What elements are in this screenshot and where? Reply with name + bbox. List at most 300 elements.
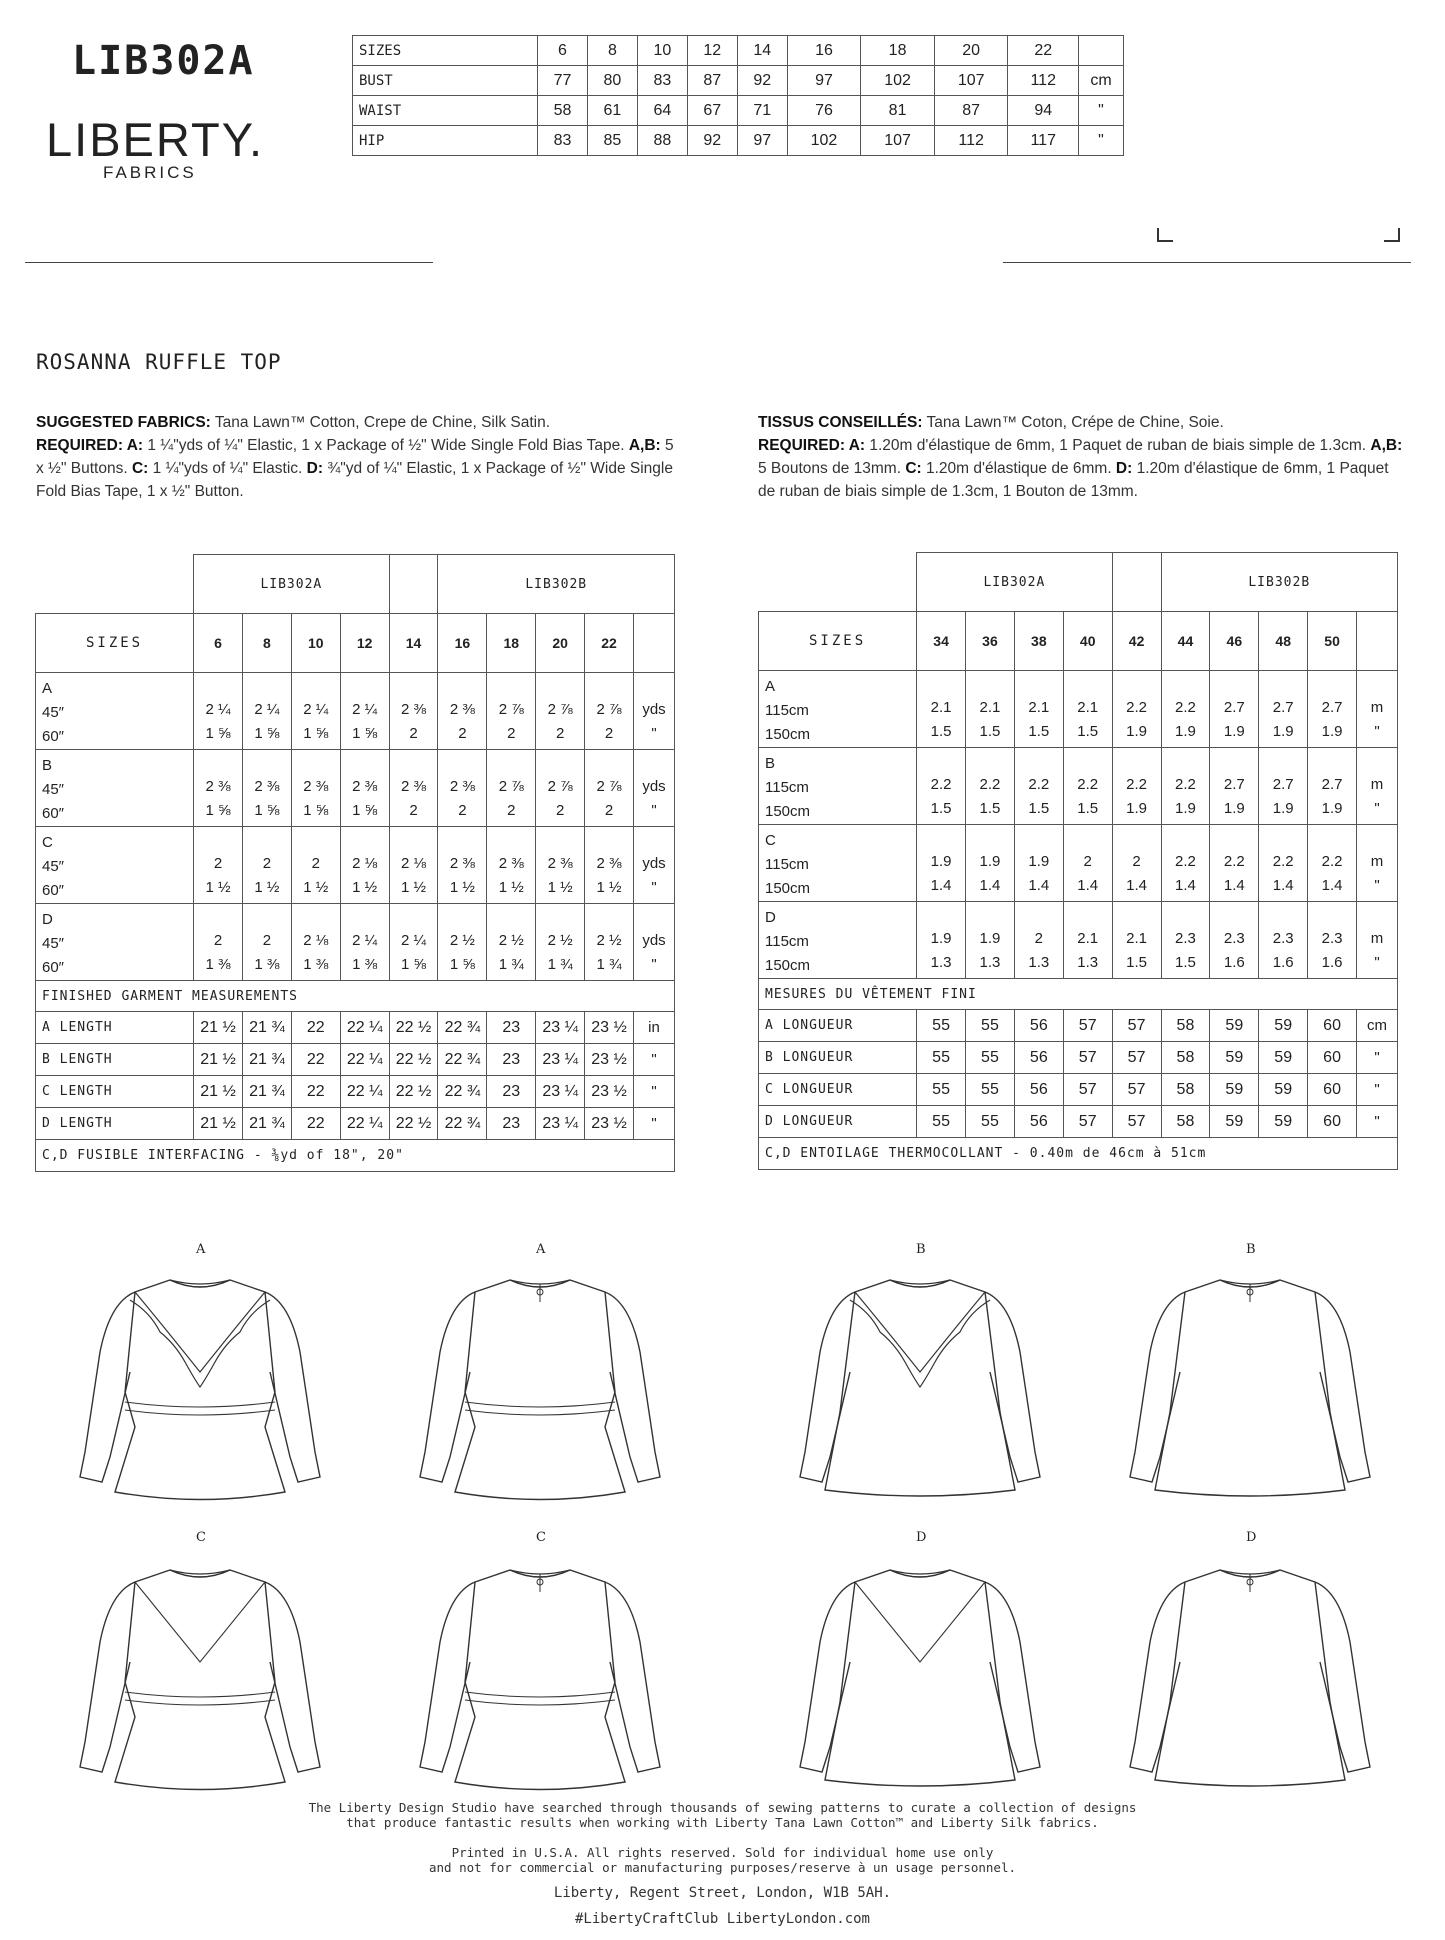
table-row bbox=[759, 1042, 1398, 1074]
yardage-value: 1.9 bbox=[930, 853, 952, 870]
unit-cell: " bbox=[1357, 1042, 1398, 1074]
yardage-value: 1 ½ bbox=[498, 879, 524, 896]
yardage-cell bbox=[536, 827, 585, 904]
pattern-code: LIB302A bbox=[72, 38, 255, 84]
yardage-cell bbox=[438, 673, 487, 750]
yardage-value: 1 ¾ bbox=[498, 956, 524, 973]
yardage-value: 1.3 bbox=[1028, 954, 1050, 971]
yardage-cell bbox=[1308, 748, 1357, 825]
measurement-cell: 57 bbox=[1112, 1042, 1161, 1074]
measurement-cell: 22 ¼ bbox=[340, 1108, 389, 1140]
measurement-cell: 57 bbox=[1063, 1106, 1112, 1138]
measurement-cell: 22 ¾ bbox=[438, 1108, 487, 1140]
unit-value: m bbox=[1370, 853, 1384, 870]
table-cell: 6 bbox=[538, 36, 588, 66]
table-cell: 83 bbox=[637, 66, 687, 96]
size-header: 42 bbox=[1112, 612, 1161, 671]
yardage-value: 2.2 bbox=[1077, 776, 1099, 793]
yardage-cell bbox=[917, 825, 966, 902]
table-cell: 97 bbox=[737, 126, 787, 156]
garment-sketch-b-front bbox=[780, 1262, 1060, 1512]
table-cell: 12 bbox=[687, 36, 737, 66]
yardage-value: 2 bbox=[458, 725, 467, 742]
unit-value: " bbox=[1374, 723, 1380, 740]
view-block bbox=[759, 902, 1398, 979]
measurement-cell: 55 bbox=[966, 1074, 1015, 1106]
yardage-cell bbox=[917, 902, 966, 979]
yardage-value: 1.9 bbox=[979, 853, 1001, 870]
yardage-value: 2.3 bbox=[1175, 930, 1196, 947]
yardage-cell bbox=[1259, 825, 1308, 902]
yardage-cell bbox=[438, 827, 487, 904]
measurement-cell: 22 ¼ bbox=[340, 1012, 389, 1044]
sketch-label: B bbox=[916, 1242, 926, 1257]
measurement-cell: 57 bbox=[1112, 1106, 1161, 1138]
measurement-cell: 59 bbox=[1259, 1010, 1308, 1042]
group-spacer bbox=[1112, 553, 1161, 612]
size-header: 36 bbox=[966, 612, 1015, 671]
yardage-value: 1.4 bbox=[1077, 877, 1099, 894]
view-label bbox=[36, 750, 194, 827]
yardage-value: 1.5 bbox=[979, 723, 1001, 740]
yardage-value: 2 ¼ bbox=[205, 701, 231, 718]
size-header: 46 bbox=[1210, 612, 1259, 671]
measurement-cell: 59 bbox=[1210, 1042, 1259, 1074]
measurement-cell: 57 bbox=[1063, 1010, 1112, 1042]
yardage-value: 2.3 bbox=[1272, 930, 1294, 947]
group-label: LIB302B bbox=[1161, 553, 1397, 612]
yardage-cell bbox=[1063, 748, 1112, 825]
yardage-value: 2 ¼ bbox=[254, 701, 280, 718]
yardage-cell bbox=[291, 673, 340, 750]
yardage-value: 2 bbox=[1132, 853, 1141, 870]
fabric-width: 150cm bbox=[765, 880, 811, 897]
measurement-cell: 60 bbox=[1308, 1106, 1357, 1138]
yardage-value: 1 ½ bbox=[303, 879, 329, 896]
unit-cell bbox=[1357, 748, 1398, 825]
yardage-cell bbox=[438, 750, 487, 827]
yardage-cell bbox=[1063, 825, 1112, 902]
yardage-cell bbox=[536, 673, 585, 750]
yardage-cell bbox=[917, 671, 966, 748]
measurement-cell: 58 bbox=[1161, 1074, 1210, 1106]
table-row bbox=[353, 126, 1124, 156]
yardage-value: 1.6 bbox=[1321, 954, 1343, 971]
yardage-value: 1.4 bbox=[1175, 877, 1196, 894]
garment-sketch-d-front bbox=[780, 1552, 1060, 1802]
yardage-value: 1 ½ bbox=[254, 879, 280, 896]
measurement-cell: 56 bbox=[1014, 1074, 1063, 1106]
yardage-value: 1 ⅝ bbox=[254, 802, 280, 819]
unit-cell: " bbox=[633, 1108, 674, 1140]
yardage-cell bbox=[1112, 748, 1161, 825]
table-cell: 87 bbox=[687, 66, 737, 96]
measurement-cell: 22 bbox=[291, 1012, 340, 1044]
unit-value: " bbox=[1374, 800, 1380, 817]
view-block bbox=[36, 827, 675, 904]
table-cell: 10 bbox=[637, 36, 687, 66]
yardage-value: 2 ⅜ bbox=[205, 778, 231, 795]
unit-cell bbox=[633, 904, 674, 981]
size-header: 14 bbox=[389, 614, 438, 673]
unit-cell bbox=[633, 750, 674, 827]
measurement-cell: 59 bbox=[1259, 1106, 1308, 1138]
yardage-value: 1 ⅝ bbox=[254, 725, 280, 742]
measurement-cell: 22 ¾ bbox=[438, 1044, 487, 1076]
measurement-cell: 57 bbox=[1063, 1042, 1112, 1074]
garment-sketch-a-back bbox=[400, 1262, 680, 1512]
yardage-value: 2 ⅞ bbox=[547, 778, 573, 795]
measurement-cell: 21 ¾ bbox=[242, 1108, 291, 1140]
measurement-cell: 22 ¼ bbox=[340, 1076, 389, 1108]
size-header: 40 bbox=[1063, 612, 1112, 671]
measurement-cell: 58 bbox=[1161, 1042, 1210, 1074]
measurement-label: B LONGUEUR bbox=[759, 1042, 917, 1074]
table-cell: 112 bbox=[1008, 66, 1079, 96]
blank-cell bbox=[36, 555, 194, 614]
yardage-value: 1.5 bbox=[930, 723, 952, 740]
fabric-width: 115cm bbox=[765, 933, 809, 950]
view-letter: C bbox=[765, 832, 776, 849]
yardage-value: 1.5 bbox=[979, 800, 1001, 817]
yardage-value: 2 ⅛ bbox=[303, 932, 329, 949]
yardage-value: 2 bbox=[409, 725, 418, 742]
view-label bbox=[759, 902, 917, 979]
yardage-cell bbox=[291, 827, 340, 904]
yardage-value: 1 ¾ bbox=[547, 956, 573, 973]
yardage-cell bbox=[1063, 902, 1112, 979]
yardage-value: 2.1 bbox=[979, 699, 1001, 716]
view-block bbox=[36, 904, 675, 981]
measurement-cell: 22 bbox=[291, 1076, 340, 1108]
yardage-value: 2 bbox=[311, 855, 320, 872]
size-header: 34 bbox=[917, 612, 966, 671]
unit-value: m bbox=[1370, 930, 1384, 947]
yardage-value: 2 bbox=[213, 932, 223, 949]
yardage-cell bbox=[1112, 825, 1161, 902]
yardage-cell bbox=[194, 827, 243, 904]
yardage-value: 2 ¼ bbox=[303, 701, 329, 718]
view-block bbox=[759, 748, 1398, 825]
finished-header-row bbox=[36, 981, 675, 1012]
yardage-value: 2.3 bbox=[1321, 930, 1343, 947]
footer-rights: Printed in U.S.A. All rights reserved. Sold for individual home use only and not for commercial or manufacturing purposes/reserve à un usage personnel. bbox=[429, 1845, 1016, 1875]
interfacing-note: C,D ENTOILAGE THERMOCOLLANT - 0.40m de 46cm à 51cm bbox=[759, 1138, 1398, 1170]
yardage-cell bbox=[389, 827, 438, 904]
measurement-cell: 55 bbox=[917, 1106, 966, 1138]
yardage-value: 2.1 bbox=[1077, 699, 1099, 716]
yardage-value: 2 ⅜ bbox=[352, 778, 378, 795]
size-header: 50 bbox=[1308, 612, 1357, 671]
garment-sketch-a-front bbox=[60, 1262, 340, 1512]
table-row bbox=[353, 36, 1124, 66]
yardage-value: 2 bbox=[409, 802, 418, 819]
yardage-value: 2 ⅜ bbox=[401, 701, 427, 718]
yardage-value: 1 ⅝ bbox=[449, 956, 475, 973]
measurement-cell: 59 bbox=[1259, 1074, 1308, 1106]
measurement-cell: 23 ¼ bbox=[536, 1044, 585, 1076]
table-cell: 64 bbox=[637, 96, 687, 126]
yardage-value: 1.9 bbox=[1223, 723, 1245, 740]
yardage-cell bbox=[487, 904, 536, 981]
table-cell: 83 bbox=[538, 126, 588, 156]
yardage-cell bbox=[966, 825, 1015, 902]
fabric-width: 150cm bbox=[765, 726, 811, 743]
fabric-width: 60″ bbox=[42, 728, 64, 745]
yardage-value: 1.4 bbox=[1028, 877, 1050, 894]
crop-mark bbox=[1157, 228, 1173, 242]
yardage-table-metric bbox=[758, 552, 1398, 1170]
yardage-value: 2.2 bbox=[1175, 776, 1196, 793]
yardage-value: 2.7 bbox=[1321, 699, 1343, 716]
yardage-cell bbox=[1210, 671, 1259, 748]
view-label bbox=[759, 671, 917, 748]
measurement-cell: 22 ¾ bbox=[438, 1012, 487, 1044]
footer-intro: The Liberty Design Studio have searched through thousands of sewing patterns to curate a collection of designs that produce fantastic results when working with Liberty Tana Lawn Cotton™ and Liberty Silk fabrics. bbox=[308, 1800, 1137, 1830]
sketch-label: D bbox=[916, 1530, 927, 1545]
yardage-value: 1 ½ bbox=[352, 879, 378, 896]
table-row bbox=[759, 1074, 1398, 1106]
interfacing-row bbox=[36, 1140, 675, 1172]
yardage-cell bbox=[194, 750, 243, 827]
fabric-width: 115cm bbox=[765, 779, 809, 796]
yardage-value: 2.2 bbox=[930, 776, 952, 793]
yardage-value: 1 ⅜ bbox=[205, 956, 231, 973]
unit-cell bbox=[633, 673, 674, 750]
fabric-width: 150cm bbox=[765, 957, 811, 974]
yardage-cell bbox=[966, 748, 1015, 825]
crop-mark bbox=[1384, 228, 1400, 242]
group-row bbox=[759, 553, 1398, 612]
fabric-width: 60″ bbox=[42, 959, 64, 976]
group-label: LIB302A bbox=[194, 555, 390, 614]
yardage-cell bbox=[1259, 902, 1308, 979]
view-label bbox=[759, 825, 917, 902]
measurement-cell: 55 bbox=[966, 1010, 1015, 1042]
yardage-value: 2 bbox=[604, 725, 614, 742]
yardage-value: 2 ¼ bbox=[352, 701, 378, 718]
group-row bbox=[36, 555, 675, 614]
yardage-cell bbox=[1014, 748, 1063, 825]
table-cell: 8 bbox=[587, 36, 637, 66]
view-label bbox=[36, 827, 194, 904]
garment-sketch-c-front bbox=[60, 1552, 340, 1802]
yardage-value: 2 ⅜ bbox=[449, 855, 475, 872]
yardage-value: 2 ⅜ bbox=[449, 701, 475, 718]
view-label bbox=[759, 748, 917, 825]
sizes-label: SIZES bbox=[759, 612, 917, 671]
unit-cell: " bbox=[1079, 96, 1124, 126]
yardage-value: 2 ½ bbox=[449, 932, 475, 949]
sizes-row bbox=[36, 614, 675, 673]
sketch-label: A bbox=[196, 1242, 206, 1257]
unit-cell bbox=[1357, 671, 1398, 748]
yardage-cell bbox=[536, 750, 585, 827]
row-label: HIP bbox=[353, 126, 538, 156]
unit-cell: " bbox=[1357, 1106, 1398, 1138]
table-cell: 97 bbox=[787, 66, 861, 96]
unit-value: m bbox=[1370, 776, 1384, 793]
yardage-value: 1 ⅜ bbox=[303, 956, 329, 973]
table-cell: 22 bbox=[1008, 36, 1079, 66]
yardage-cell bbox=[917, 748, 966, 825]
fabric-width: 60″ bbox=[42, 882, 64, 899]
size-header: 16 bbox=[438, 614, 487, 673]
sizes-label: SIZES bbox=[36, 614, 194, 673]
yardage-value: 1.9 bbox=[930, 930, 952, 947]
yardage-cell bbox=[1210, 748, 1259, 825]
table-cell: 67 bbox=[687, 96, 737, 126]
size-header: 48 bbox=[1259, 612, 1308, 671]
measurement-cell: 55 bbox=[917, 1010, 966, 1042]
yardage-value: 1.9 bbox=[1321, 800, 1343, 817]
measurement-cell: 56 bbox=[1014, 1042, 1063, 1074]
fabric-width: 60″ bbox=[42, 805, 64, 822]
yardage-cell bbox=[340, 673, 389, 750]
unit-cell bbox=[633, 827, 674, 904]
table-cell: 76 bbox=[787, 96, 861, 126]
yardage-value: 2 ⅛ bbox=[352, 855, 378, 872]
yardage-value: 1 ⅝ bbox=[352, 725, 378, 742]
table-row bbox=[759, 1010, 1398, 1042]
table-cell: 80 bbox=[587, 66, 637, 96]
yardage-cell bbox=[1112, 671, 1161, 748]
measurement-cell: 21 ½ bbox=[194, 1108, 243, 1140]
measurement-cell: 23 ½ bbox=[585, 1076, 634, 1108]
yardage-value: 1 ½ bbox=[547, 879, 573, 896]
yardage-value: 2.2 bbox=[1321, 853, 1343, 870]
row-label: SIZES bbox=[353, 36, 538, 66]
size-header: 10 bbox=[291, 614, 340, 673]
unit-cell bbox=[1079, 36, 1124, 66]
yardage-value: 2 ⅜ bbox=[547, 855, 573, 872]
yardage-value: 1.5 bbox=[1028, 800, 1050, 817]
finished-label: FINISHED GARMENT MEASUREMENTS bbox=[36, 981, 675, 1012]
yardage-value: 2 bbox=[1034, 930, 1043, 947]
footer-social: #LibertyCraftClub LibertyLondon.com bbox=[574, 1911, 870, 1927]
yardage-value: 1.9 bbox=[1272, 723, 1294, 740]
measurement-cell: 21 ¾ bbox=[242, 1012, 291, 1044]
yardage-cell bbox=[194, 904, 243, 981]
view-block bbox=[759, 825, 1398, 902]
measurement-cell: 23 ¼ bbox=[536, 1012, 585, 1044]
brand-logo: LIBERTY. bbox=[46, 113, 265, 166]
unit-value: yds bbox=[642, 701, 666, 718]
measurement-cell: 22 bbox=[291, 1108, 340, 1140]
brand-subtitle: FABRICS bbox=[103, 163, 197, 182]
measurement-cell: 22 bbox=[291, 1044, 340, 1076]
measurement-cell: 23 ¼ bbox=[536, 1076, 585, 1108]
table-cell: 20 bbox=[934, 36, 1008, 66]
measurement-cell: 55 bbox=[917, 1074, 966, 1106]
yardage-cell bbox=[1161, 902, 1210, 979]
table-cell: 112 bbox=[934, 126, 1008, 156]
yardage-value: 2.7 bbox=[1272, 776, 1294, 793]
body-measurement-table bbox=[352, 35, 1124, 156]
yardage-value: 2 bbox=[604, 802, 614, 819]
yardage-value: 2.2 bbox=[1272, 853, 1294, 870]
measurement-cell: 23 ¼ bbox=[536, 1108, 585, 1140]
measurement-cell: 22 ½ bbox=[389, 1076, 438, 1108]
garment-sketch-b-back bbox=[1110, 1262, 1390, 1512]
yardage-cell bbox=[1259, 671, 1308, 748]
yardage-value: 2 bbox=[507, 725, 516, 742]
unit-value: m bbox=[1370, 699, 1384, 716]
yardage-value: 2 bbox=[556, 802, 565, 819]
page-title: ROSANNA RUFFLE TOP bbox=[36, 350, 282, 374]
unit-cell: " bbox=[633, 1044, 674, 1076]
yardage-value: 1 ⅝ bbox=[303, 802, 329, 819]
yardage-value: 1.9 bbox=[1126, 800, 1147, 817]
measurement-cell: 59 bbox=[1210, 1074, 1259, 1106]
table-cell: 107 bbox=[934, 66, 1008, 96]
yardage-value: 2 ⅞ bbox=[498, 778, 524, 795]
row-label: BUST bbox=[353, 66, 538, 96]
yardage-value: 2 bbox=[1083, 853, 1092, 870]
yardage-value: 1 ⅝ bbox=[205, 802, 231, 819]
yardage-value: 1.5 bbox=[930, 800, 952, 817]
table-cell: 102 bbox=[861, 66, 935, 96]
table-row bbox=[353, 96, 1124, 126]
unit-value: yds bbox=[642, 778, 666, 795]
yardage-value: 2 ½ bbox=[547, 932, 573, 949]
yardage-cell bbox=[194, 673, 243, 750]
yardage-value: 2 ⅜ bbox=[596, 855, 622, 872]
yardage-value: 2 ⅞ bbox=[498, 701, 524, 718]
yardage-value: 2 ⅜ bbox=[303, 778, 329, 795]
yardage-cell bbox=[1112, 902, 1161, 979]
unit-cell: " bbox=[633, 1076, 674, 1108]
yardage-value: 2.2 bbox=[1126, 699, 1147, 716]
size-header: 20 bbox=[536, 614, 585, 673]
measurement-cell: 23 ½ bbox=[585, 1108, 634, 1140]
blank-cell bbox=[759, 553, 917, 612]
table-cell: 16 bbox=[787, 36, 861, 66]
sizes-row bbox=[759, 612, 1398, 671]
measurement-cell: 57 bbox=[1112, 1010, 1161, 1042]
yardage-value: 1.4 bbox=[1321, 877, 1343, 894]
table-cell: 88 bbox=[637, 126, 687, 156]
measurement-cell: 21 ¾ bbox=[242, 1044, 291, 1076]
yardage-value: 2 ⅜ bbox=[498, 855, 524, 872]
size-header: 38 bbox=[1014, 612, 1063, 671]
table-cell: 92 bbox=[687, 126, 737, 156]
unit-header bbox=[1357, 612, 1398, 671]
yardage-value: 2.1 bbox=[1028, 699, 1050, 716]
table-cell: 58 bbox=[538, 96, 588, 126]
yardage-value: 1.6 bbox=[1223, 954, 1245, 971]
yardage-value: 1.3 bbox=[1077, 954, 1099, 971]
measurement-cell: 55 bbox=[966, 1106, 1015, 1138]
yardage-value: 1 ⅜ bbox=[352, 956, 378, 973]
yardage-value: 1.5 bbox=[1028, 723, 1050, 740]
measurement-label: A LONGUEUR bbox=[759, 1010, 917, 1042]
fabric-width: 45″ bbox=[42, 704, 64, 721]
table-cell: 85 bbox=[587, 126, 637, 156]
measurement-cell: 23 ½ bbox=[585, 1044, 634, 1076]
fabric-width: 45″ bbox=[42, 858, 64, 875]
unit-header bbox=[633, 614, 674, 673]
yardage-cell bbox=[389, 904, 438, 981]
yardage-cell bbox=[1161, 671, 1210, 748]
size-header: 22 bbox=[585, 614, 634, 673]
yardage-value: 2 ¼ bbox=[401, 932, 427, 949]
table-cell: 94 bbox=[1008, 96, 1079, 126]
yardage-value: 2.2 bbox=[979, 776, 1001, 793]
yardage-value: 2.1 bbox=[1126, 930, 1147, 947]
yardage-cell bbox=[340, 750, 389, 827]
yardage-value: 2.2 bbox=[1126, 776, 1147, 793]
